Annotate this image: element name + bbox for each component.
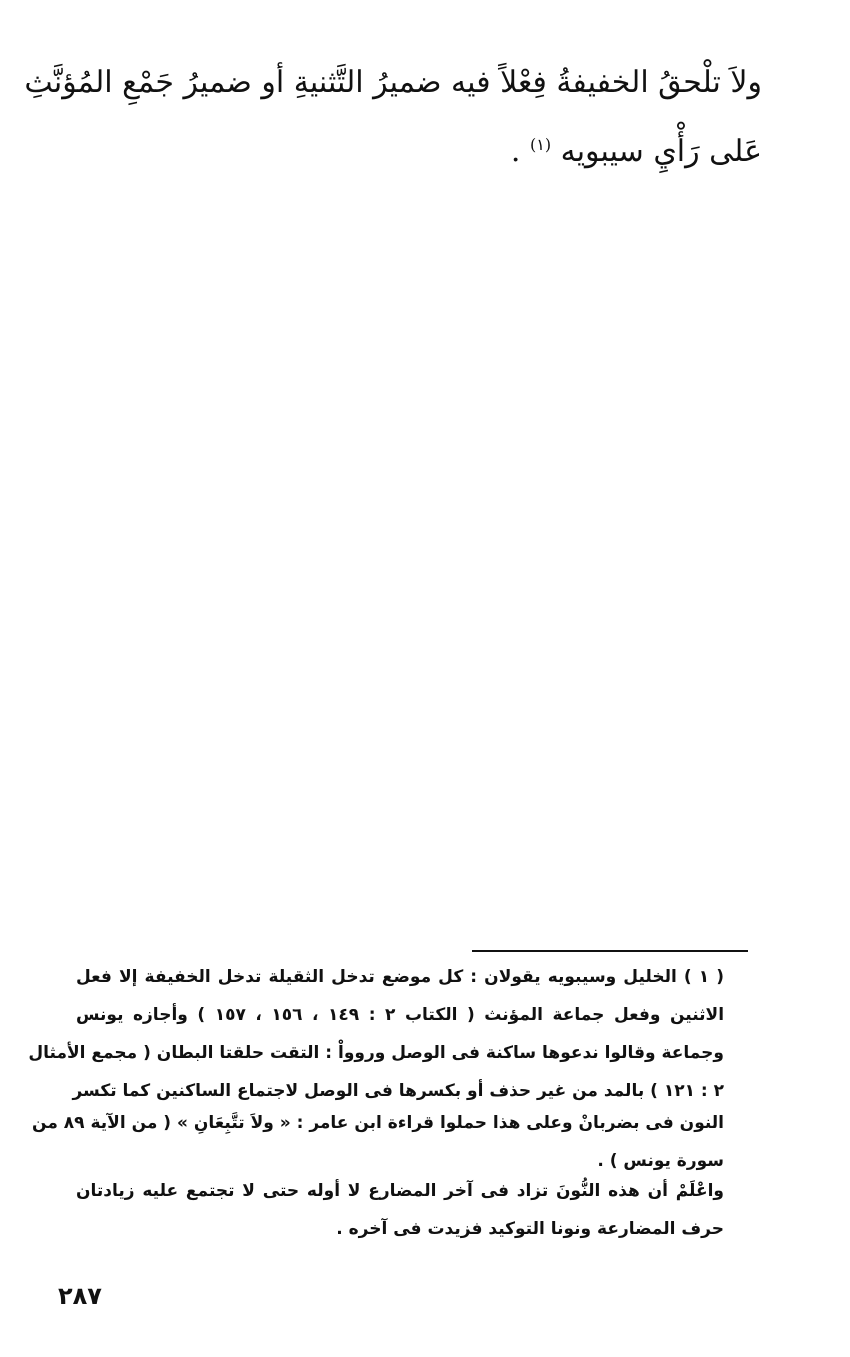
footnote-line: سورة يونس ) . bbox=[597, 1151, 724, 1171]
footnote-line: واعْلَمْ أن هذه النُّونَ تزاد فى آخر المضارع لا أوله حتى لا تجتمع عليه زيادتان bbox=[76, 1181, 724, 1201]
footnote-line: الاثنين وفعل جماعة المؤنث ( الكتاب ٢ : ١٤٩ ، ١٥٦ ، ١٥٧ ) وأجازه يونس bbox=[76, 1005, 725, 1025]
footnote-line: وجماعة وقالوا ندعوها ساكنة فى الوصل وروواْ : التقت حلقتا البطان ( مجمع الأمثال bbox=[28, 1043, 724, 1063]
main-text-line-2-text: عَلى رَأْيِ سيبويه bbox=[560, 134, 762, 169]
page-number: ٢٨٧ bbox=[58, 1282, 102, 1310]
footnote-line: ٢ : ١٢١ ) بالمد من غير حذف أو بكسرها فى الوصل لاجتماع الساكنين كما تكسر bbox=[72, 1081, 724, 1101]
footnote-line: النون فى بضربانْ وعلى هذا حملوا قراءة ابن عامر : « ولاَ تتَّبِعَانِ » ( من الآية ٨٩ من bbox=[32, 1113, 724, 1133]
footnote-line: ( ١ ) الخليل وسيبويه يقولان : كل موضع تدخل الثقيلة تدخل الخفيفة إلا فعل bbox=[76, 967, 724, 987]
footnote-separator bbox=[472, 950, 748, 952]
footnote-line: حرف المضارعة ونونا التوكيد فزيدت فى آخره . bbox=[336, 1219, 724, 1239]
main-text-line-2-end: . bbox=[510, 134, 521, 169]
footnote-marker: (١) bbox=[529, 135, 552, 154]
main-text-line-1: ولاَ تلْحقُ الخفيفةُ فِعْلاً فيه ضميرُ التَّثنيةِ أو ضميرُ جَمْعِ المُؤنَّثِ bbox=[24, 65, 762, 100]
main-text-line-2 bbox=[72, 114, 762, 183]
